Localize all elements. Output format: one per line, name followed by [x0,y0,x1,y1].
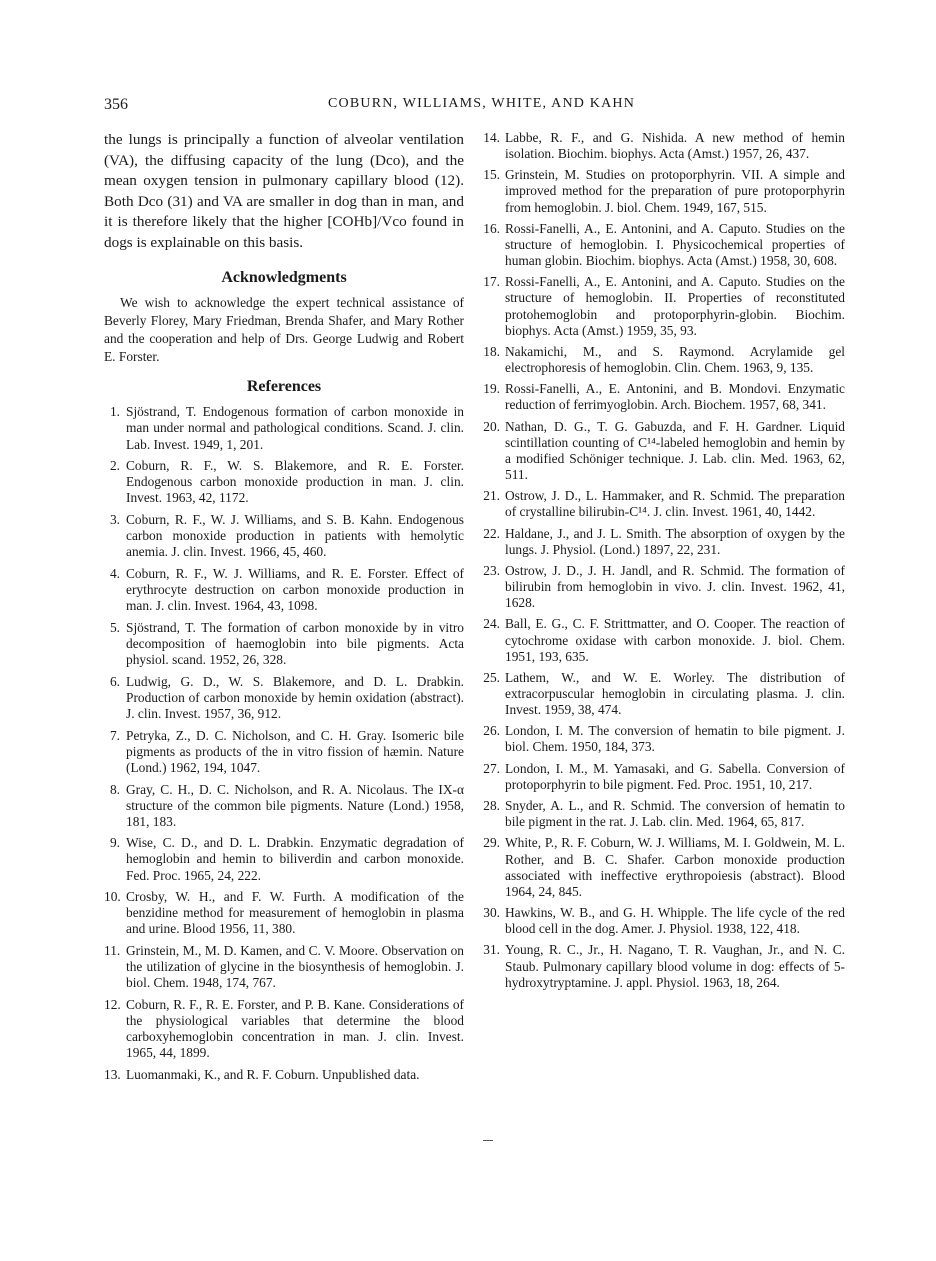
reference-text: Snyder, A. L., and R. Schmid. The conversion of hematin to bile pigment in the rat. J. Lab. clin. Med. 1964, 65, 817. [505,798,845,830]
running-head: COBURN, WILLIAMS, WHITE, AND KAHN [328,96,636,111]
reference-item [104,512,464,560]
reference-list-left [104,404,464,1083]
reference-number: 11. [104,943,121,959]
reference-list-right [483,130,845,991]
reference-text: Ball, E. G., C. F. Strittmatter, and O. Cooper. The reaction of cytochrome oxidase with carbon monoxide. J. biol. Chem. 1951, 193, 635. [505,616,845,664]
left-column [104,130,464,1089]
references-heading: References [246,378,322,396]
reference-item [483,723,845,755]
page-number: 356 [104,96,128,113]
reference-text: Grinstein, M., M. D. Kamen, and C. V. Moore. Observation on the utilization of glycine in the biosynthesis of hemoglobin. J. biol. Chem. 1948, 174, 767. [126,943,464,991]
acknowledgments-heading: Acknowledgments [221,268,347,286]
reference-text: Nakamichi, M., and S. Raymond. Acrylamide gel electrophoresis of hemoglobin. Clin. Chem. 1963, 9, 135. [505,343,845,375]
page-header [104,96,864,118]
reference-number: 8. [109,781,120,797]
reference-text: Wise, C. D., and D. L. Drabkin. Enzymatic degradation of hemoglobin and hemin to biliverdin and carbon monoxide. Fed. Proc. 1965, 24, 222. [126,835,464,883]
reference-number: 29. [483,835,500,851]
reference-item [104,404,464,452]
reference-number: 1. [109,404,120,420]
reference-text: London, I. M., M. Yamasaki, and G. Sabella. Conversion of protoporphyrin to bile pigment. Fed. Proc. 1951, 10, 217. [505,760,845,792]
reference-text: Ostrow, J. D., L. Hammaker, and R. Schmid. The preparation of crystalline bilirubin-C¹⁴. J. clin. Invest. 1961, 40, 1442. [505,488,845,520]
reference-text: White, P., R. F. Coburn, W. J. Williams, M. I. Goldwein, M. L. Rother, and B. C. Shafer. Carbon monoxide production associated with ineffective erythropoiesis (abstract). Blood 1964, 24, 845. [505,835,845,899]
reference-text: Sjöstrand, T. Endogenous formation of carbon monoxide in man under normal and pathological conditions. Scand. J. clin. Lab. Invest. 1949, 1, 201. [126,404,464,452]
reference-number: 15. [483,167,500,183]
reference-item [104,566,464,614]
reference-text: Ludwig, G. D., W. S. Blakemore, and D. L. Drabkin. Production of carbon monoxide by hemin oxidation (abstract). J. clin. Invest. 1957, 36, 912. [126,673,464,721]
reference-number: 28. [483,798,500,814]
end-mark [483,1140,493,1141]
reference-item [104,835,464,883]
reference-item [104,782,464,830]
reference-item [483,670,845,718]
reference-number: 25. [483,669,500,685]
reference-text: Crosby, W. H., and F. W. Furth. A modification of the benzidine method for measurement of hemoglobin in plasma and urine. Blood 1956, 11, 380. [126,889,464,937]
reference-item [483,942,845,990]
reference-item [483,130,845,162]
reference-number: 31. [483,942,500,958]
reference-item [483,905,845,937]
reference-item [483,761,845,793]
reference-item [104,620,464,668]
reference-item [104,943,464,991]
reference-number: 9. [109,835,120,851]
reference-item [104,1067,464,1083]
reference-number: 21. [483,488,500,504]
reference-number: 24. [483,616,500,632]
right-column [483,130,845,996]
reference-item [104,728,464,776]
reference-item [104,889,464,937]
reference-text: Coburn, R. F., W. S. Blakemore, and R. E. Forster. Endogenous carbon monoxide production in man. J. clin. Invest. 1963, 42, 1172. [126,458,464,506]
reference-text: Coburn, R. F., R. E. Forster, and P. B. Kane. Considerations of the physiological variables that determine the blood carboxyhemoglobin concentration in man. J. clin. Invest. 1965, 44, 1899. [126,997,464,1061]
reference-text: London, I. M. The conversion of hematin to bile pigment. J. biol. Chem. 1950, 184, 373. [505,723,845,755]
reference-item [483,274,845,338]
reference-item [483,221,845,269]
reference-number: 6. [109,673,120,689]
reference-number: 27. [483,760,500,776]
reference-text: Rossi-Fanelli, A., E. Antonini, and B. Mondovi. Enzymatic reduction of ferrimyoglobin. Arch. Biochem. 1957, 68, 341. [505,381,845,413]
reference-text: Nathan, D. G., T. G. Gabuzda, and F. H. Gardner. Liquid scintillation counting of C¹⁴-labeled hemoglobin and hemin by a modified Schöniger technique. J. Lab. clin. Med. 1963, 62, 511. [505,418,845,482]
reference-number: 26. [483,723,500,739]
reference-text: Young, R. C., Jr., H. Nagano, T. R. Vaughan, Jr., and N. C. Staub. Pulmonary capillary blood volume in dog: effects of 5-hydroxytryptamine. J. appl. Physiol. 1963, 18, 264. [505,942,845,990]
reference-item [483,488,845,520]
reference-item [483,419,845,483]
reference-number: 18. [483,343,500,359]
reference-item [483,563,845,611]
reference-item [104,458,464,506]
reference-item [483,381,845,413]
reference-number: 23. [483,562,500,578]
reference-text: Gray, C. H., D. C. Nicholson, and R. A. Nicolaus. The IX-α structure of the common bile pigments. Nature (Lond.) 1958, 181, 183. [126,781,464,829]
reference-number: 2. [109,458,120,474]
reference-number: 19. [483,381,500,397]
reference-number: 22. [483,525,500,541]
reference-text: Coburn, R. F., W. J. Williams, and R. E. Forster. Effect of erythrocyte destruction on carbon monoxide production in man. J. clin. Invest. 1964, 43, 1098. [126,566,464,614]
reference-number: 7. [109,727,120,743]
reference-number: 10. [104,889,121,905]
reference-number: 20. [483,418,500,434]
reference-item [483,798,845,830]
reference-text: Petryka, Z., D. C. Nicholson, and C. H. Gray. Isomeric bile pigments as products of the in vitro fission of hæmin. Nature (Lond.) 1962, 194, 1047. [126,727,464,775]
reference-item [483,616,845,664]
reference-number: 16. [483,220,500,236]
reference-item [104,674,464,722]
reference-number: 17. [483,274,500,290]
reference-text: Sjöstrand, T. The formation of carbon monoxide by in vitro decomposition of haemoglobin into bile pigments. Acta physiol. scand. 1952, 26, 328. [126,619,464,668]
reference-number: 3. [109,512,120,528]
reference-number: 13. [104,1066,121,1082]
reference-text: Grinstein, M. Studies on protoporphyrin. VII. A simple and improved method for the preparation of pure protoporphyrin from hemoglobin. J. biol. Chem. 1949, 167, 515. [505,167,845,215]
reference-text: Ostrow, J. D., J. H. Jandl, and R. Schmid. The formation of bilirubin from hemoglobin in vivo. J. clin. Invest. 1962, 41, 1628. [505,562,845,611]
reference-item [483,167,845,215]
reference-text: Lathem, W., and W. E. Worley. The distribution of extracorpuscular hemoglobin in circulating plasma. J. clin. Invest. 1959, 38, 474. [505,669,845,718]
body-paragraph: the lungs is principally a function of alveolar ventilation (VA), the diffusing capacity of the lung (Dco), and the mean oxygen tension in pulmonary capillary blood (12). Both Dco (31) and VA are smaller in dog than in man, and it is therefore likely that the higher [COHb]/Vco found in dogs is explainable on this basis. [104,131,464,251]
reference-number: 4. [109,566,120,581]
reference-number: 12. [104,997,121,1012]
reference-number: 14. [483,130,500,145]
reference-item [104,997,464,1061]
reference-item [483,344,845,376]
acknowledgments-text: We wish to acknowledge the expert technical assistance of Beverly Florey, Mary Friedman, Brenda Shafer, and Mary Rother and the cooperation and help of Drs. George Ludwig and Robert E. Forster. [104,294,464,365]
reference-number: 30. [483,905,500,921]
reference-item [483,526,845,558]
reference-text: Hawkins, W. B., and G. H. Whipple. The life cycle of the red blood cell in the dog. Amer. J. Physiol. 1938, 122, 418. [505,905,845,937]
reference-text: Coburn, R. F., W. J. Williams, and S. B. Kahn. Endogenous carbon monoxide production in patients with hemolytic anemia. J. clin. Invest. 1966, 45, 460. [126,512,464,560]
reference-item [483,835,845,899]
reference-text: Haldane, J., and J. L. Smith. The absorption of oxygen by the lungs. J. Physiol. (Lond.) 1897, 22, 231. [505,525,845,557]
reference-text: Labbe, R. F., and G. Nishida. A new method of hemin isolation. Biochim. biophys. Acta (Amst.) 1957, 26, 437. [505,130,845,162]
reference-text: Luomanmaki, K., and R. F. Coburn. Unpublished data. [126,1066,420,1082]
reference-text: Rossi-Fanelli, A., E. Antonini, and A. Caputo. Studies on the structure of hemoglobin. II. Properties of reconstituted protohemoglobin and protoporphyrin-globin. Biochim. biophys. Acta (Amst.) 1959, 35, 93. [505,274,845,338]
reference-number: 5. [109,619,120,635]
reference-text: Rossi-Fanelli, A., E. Antonini, and A. Caputo. Studies on the structure of hemoglobin. I. Physicochemical properties of human globin. Biochim. biophys. Acta (Amst.) 1958, 30, 608. [505,220,845,269]
